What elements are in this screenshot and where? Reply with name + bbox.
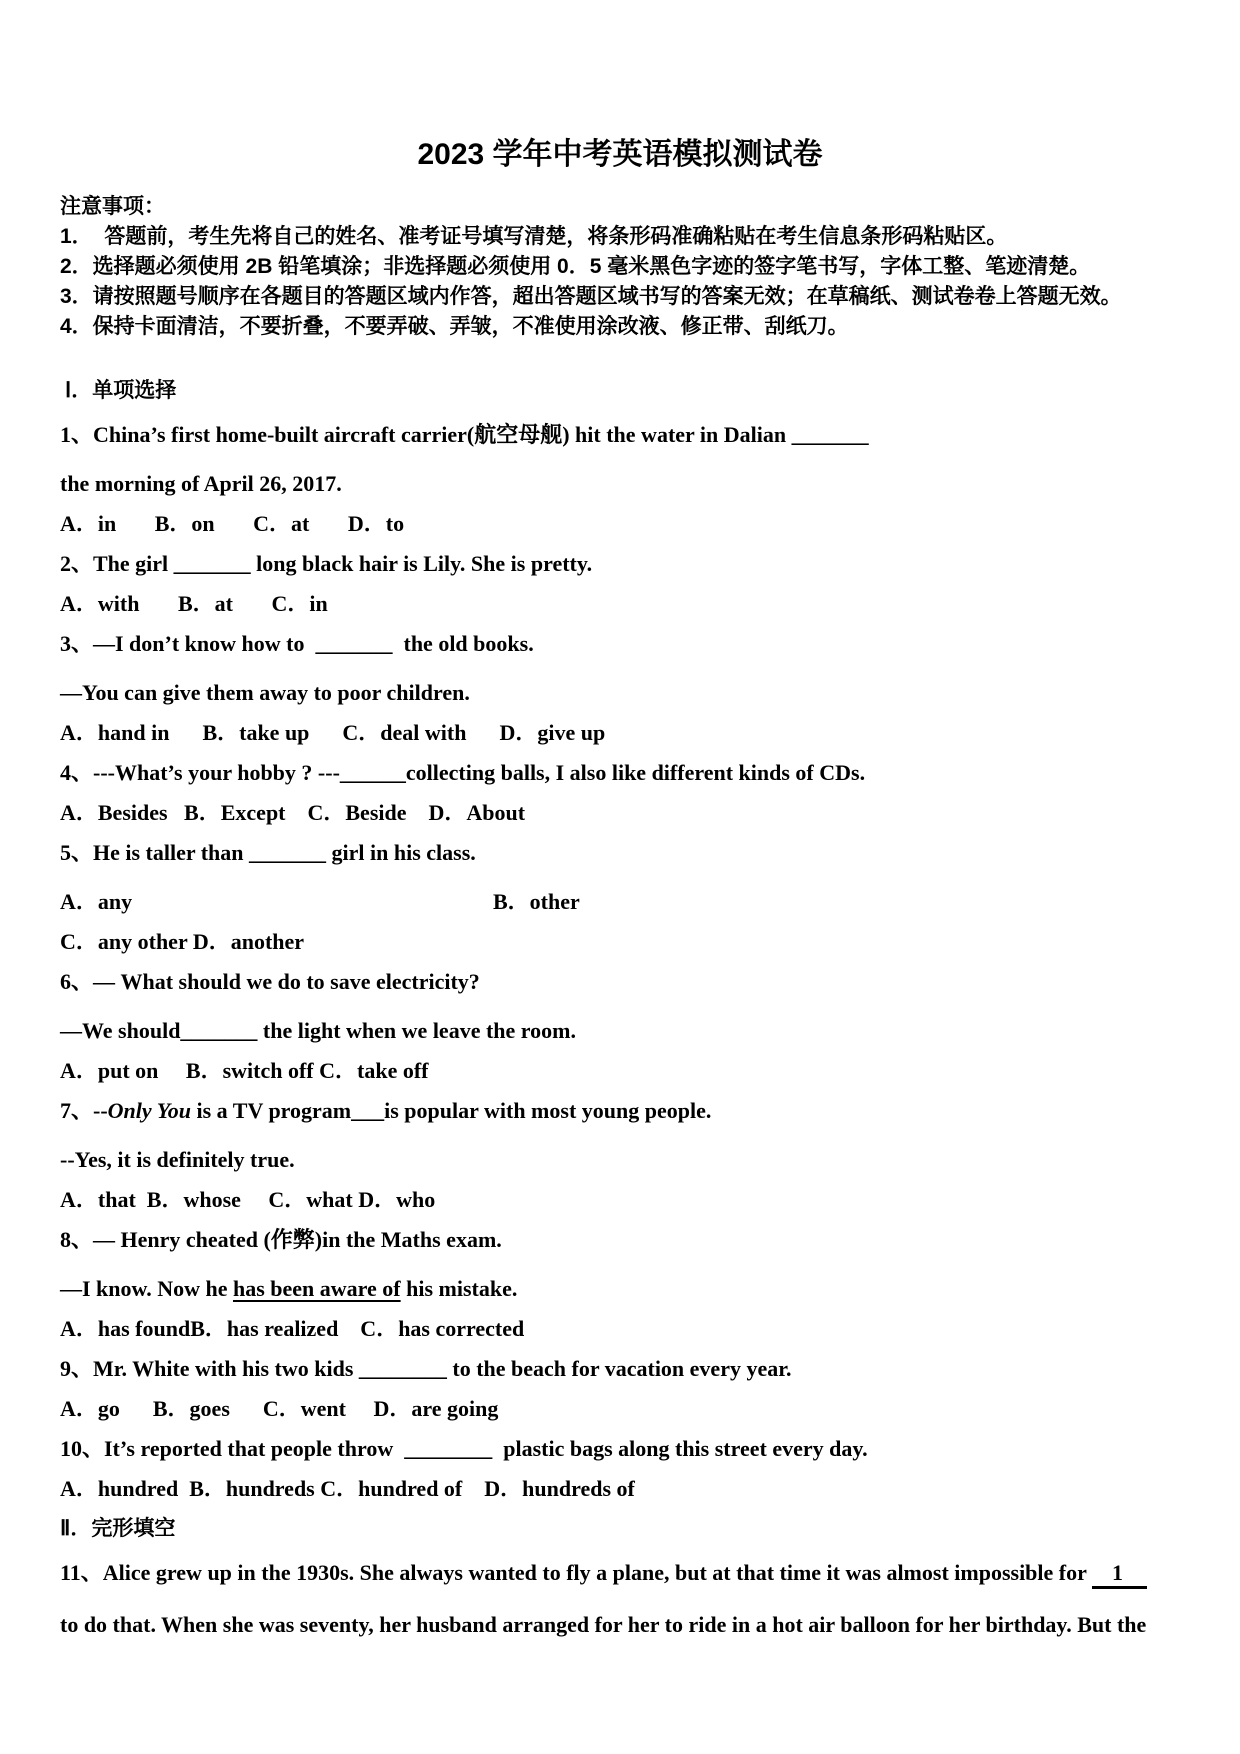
question-5-stem: 5、He is taller than _______ girl in his class. (60, 840, 476, 865)
question-11-blank-1: 1 (1092, 1560, 1147, 1589)
question-5-options-row-2: C．any other D．another (60, 929, 305, 954)
question-6-stem-line-2: —We should_______ the light when we leave the room. (60, 1018, 576, 1043)
section-heading-2: Ⅱ．完形填空 (60, 1517, 176, 1540)
question-7-stem-program-name: Only You (107, 1098, 191, 1123)
question-3-stem-line-2: —You can give them away to poor children. (60, 680, 470, 705)
question-9-stem: 9、Mr. White with his two kids ________ to the beach for vacation every year. (60, 1356, 792, 1381)
question-8-reply-prefix: —I know. Now he (60, 1276, 233, 1301)
question-9-options: A．go B．goes C．went D．are going (60, 1396, 499, 1421)
question-7-options: A．that B．whose C．what D．who (60, 1187, 436, 1212)
question-5-option-b: B．other (493, 889, 580, 914)
note-item-3: 3．请按照题号顺序在各题目的答题区域内作答，超出答题区域书写的答案无效；在草稿纸、测试卷卷上答题无效。 (60, 285, 1122, 308)
question-10-options: A．hundred B．hundreds C．hundred of D．hundreds of (60, 1476, 635, 1501)
question-11-passage-line-1 (60, 1560, 1123, 1589)
question-2-stem: 2、The girl _______ long black hair is Lily. She is pretty. (60, 551, 593, 576)
note-item-2: 2．选择题必须使用 2B 铅笔填涂；非选择题必须使用 0．5 毫米黑色字迹的签字笔书写，字体工整、笔迹清楚。 (60, 255, 1091, 278)
page-title: 2023 学年中考英语模拟测试卷 (417, 138, 823, 171)
question-1-options: A．in B．on C．at D．to (60, 511, 405, 536)
notes-section (60, 192, 1122, 342)
question-7-stem-prefix: 7、-- (60, 1098, 108, 1123)
question-6-stem-line-1: 6、— What should we do to save electricity? (60, 969, 480, 994)
note-item-4: 4．保持卡面清洁，不要折叠，不要弄破、弄皱，不准使用涂改液、修正带、刮纸刀。 (60, 315, 849, 338)
question-6-options: A．put on B．switch off C．take off (60, 1058, 429, 1083)
question-4-options: A．Besides B．Except C．Beside D．About (60, 800, 526, 825)
question-4-stem: 4、---What’s your hobby ? ---______collecting balls, I also like different kinds of CDs. (60, 760, 866, 785)
question-3-options: A．hand in B．take up C．deal with D．give up (60, 720, 606, 745)
question-7-stem-line-1 (60, 1098, 1090, 1124)
question-8-stem-line-2 (60, 1276, 1090, 1302)
section-heading-1: Ⅰ．单项选择 (65, 379, 177, 402)
question-2-options: A．with B．at C．in (60, 591, 328, 616)
question-7-stem-line-2: --Yes, it is definitely true. (60, 1147, 295, 1172)
question-8-options: A．has foundB．has realized C．has corrected (60, 1316, 525, 1341)
question-8-reply-rest: his mistake. (400, 1276, 518, 1301)
question-10-stem: 10、It’s reported that people throw ________ plastic bags along this street every day. (60, 1436, 868, 1461)
question-11-passage-line-2: to do that. When she was seventy, her husband arranged for her to ride in a hot air balloon for her birthday. But the (60, 1612, 1147, 1637)
question-1-stem-line-1: 1、China’s first home-built aircraft carrier(航空母舰) hit the water in Dalian _______ (60, 422, 869, 447)
question-8-stem-line-1: 8、— Henry cheated (作弊)in the Maths exam. (60, 1227, 502, 1252)
notes-header: 注意事项： (60, 195, 165, 218)
question-11-passage-text: 11、Alice grew up in the 1930s. She always wanted to fly a plane, but at that time it was almost impossible for (60, 1560, 1092, 1585)
question-1-stem-line-2: the morning of April 26, 2017. (60, 471, 342, 496)
question-5-option-a: A．any (60, 889, 133, 914)
question-5-options-row-1 (60, 889, 1090, 915)
question-8-underlined-phrase: has been aware of (232, 1276, 401, 1301)
question-7-stem-rest: is a TV program___is popular with most young people. (191, 1098, 712, 1123)
question-3-stem-line-1: 3、—I don’t know how to _______ the old books. (60, 631, 534, 656)
note-item-1: 1． 答题前，考生先将自己的姓名、准考证号填写清楚，将条形码准确粘贴在考生信息条形码粘贴区。 (60, 225, 1008, 248)
